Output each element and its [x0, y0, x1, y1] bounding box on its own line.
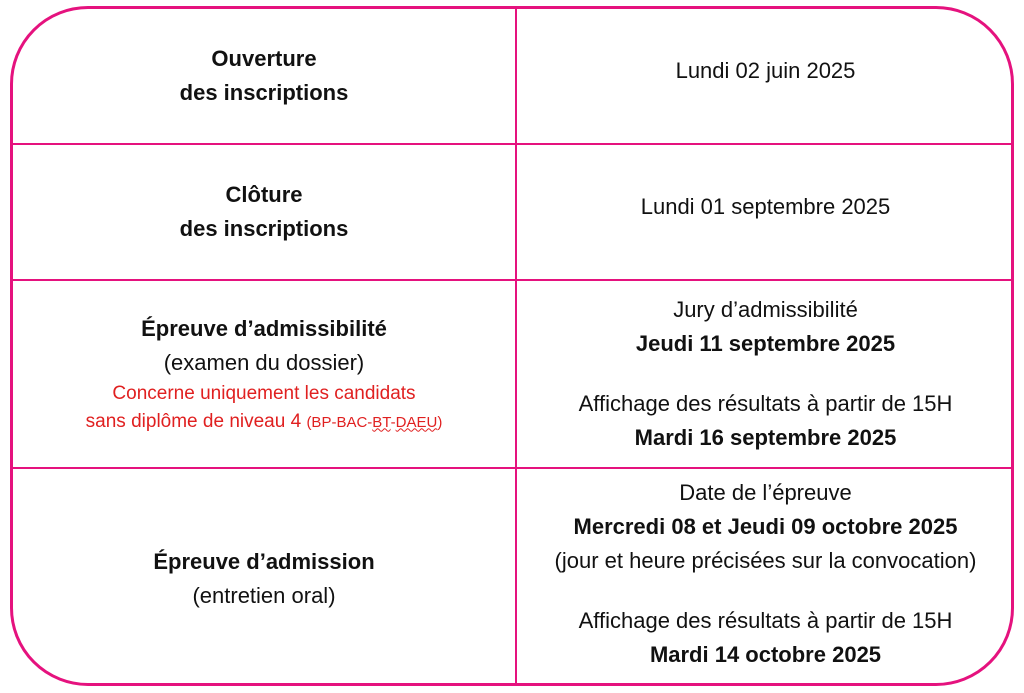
jury-label: Jury d’admissibilité	[673, 297, 858, 322]
results-date: Mardi 14 octobre 2025	[649, 642, 882, 667]
row-opening-value	[517, 9, 1014, 133]
row-admissibility-value	[517, 281, 1014, 467]
row-closing-label	[13, 145, 515, 279]
diploma-text: DAEU	[395, 413, 438, 431]
eligibility-note-line2	[86, 408, 443, 437]
results-label: Affichage des résultats à partir de 15H	[578, 391, 953, 416]
date-text: Lundi 01 septembre 2025	[640, 194, 891, 219]
exam-date-label: Date de l’épreuve	[679, 480, 852, 505]
label-line: Ouverture	[211, 46, 317, 71]
diploma-text: )	[437, 413, 443, 431]
schedule-table	[10, 6, 1014, 686]
diploma-text: BT	[372, 413, 391, 431]
exam-title: Épreuve d’admission	[153, 549, 375, 574]
diploma-text: -	[390, 413, 396, 431]
row-opening-label	[13, 9, 515, 143]
exam-title: Épreuve d’admissibilité	[141, 315, 387, 341]
row-admission-value	[517, 469, 1014, 679]
label-line: Clôture	[225, 182, 303, 207]
label-line: des inscriptions	[179, 80, 349, 105]
exam-subtitle: (entretien oral)	[192, 583, 336, 608]
diploma-list	[306, 414, 442, 431]
eligibility-note: Concerne uniquement les candidats	[112, 382, 416, 404]
jury-date: Jeudi 11 septembre 2025	[635, 331, 896, 356]
exam-note: (jour et heure précisées sur la convocation)	[554, 548, 977, 573]
diploma-text: (BP-BAC-	[306, 413, 373, 431]
row-admissibility-label	[13, 281, 515, 467]
results-date: Mardi 16 septembre 2025	[634, 425, 897, 450]
row-admission-label	[13, 469, 515, 686]
row-closing-value	[517, 145, 1014, 269]
note-text: sans diplôme de niveau 4	[85, 410, 302, 432]
exam-date: Mercredi 08 et Jeudi 09 octobre 2025	[573, 514, 958, 539]
label-line: des inscriptions	[179, 216, 349, 241]
exam-subtitle: (examen du dossier)	[163, 349, 365, 375]
results-label: Affichage des résultats à partir de 15H	[578, 608, 953, 633]
date-text: Lundi 02 juin 2025	[675, 58, 856, 83]
